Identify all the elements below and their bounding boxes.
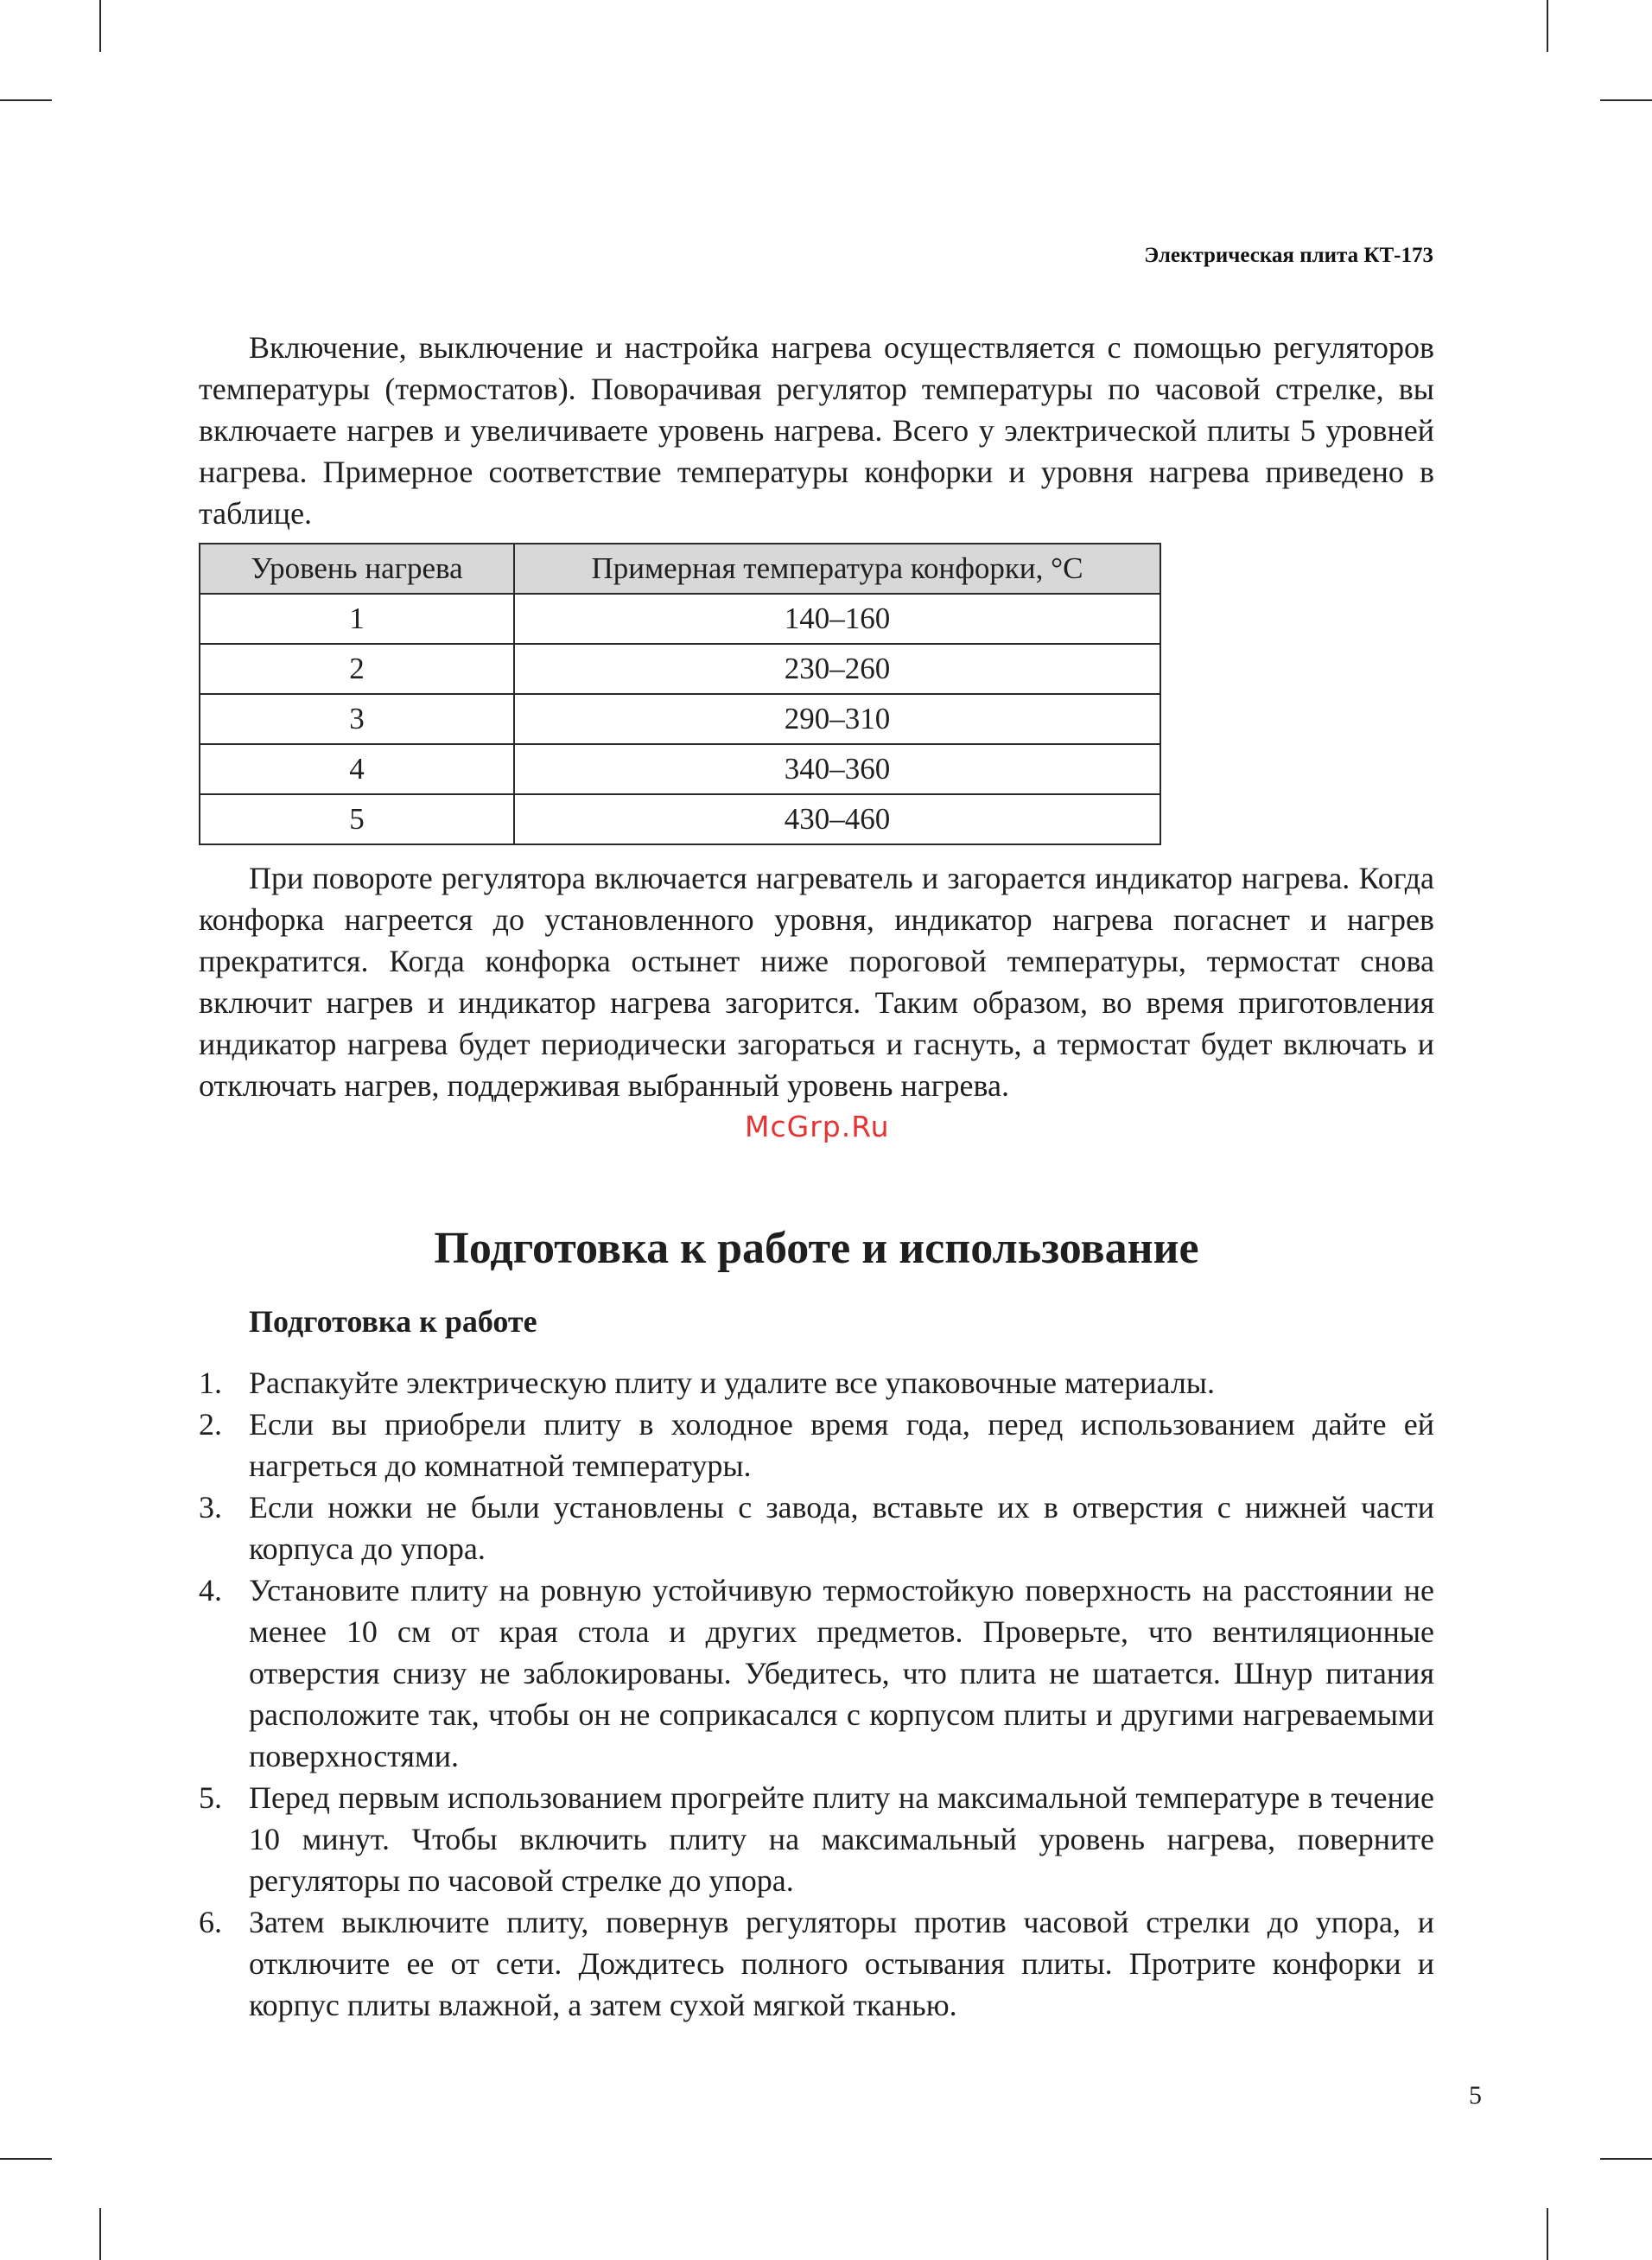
thermostat-paragraph: При повороте регулятора включается нагреватель и загорается индикатор нагрева. Когда конфорка нагреется до установленного уровня, индикатор нагрева погаснет и нагрев прекратится. Когда конфорка остынет ниже пороговой температуры, термостат снова включит нагрев и индикатор нагрева загорится. Таким образом, во время приготовления индикатор нагрева будет периодически загораться и гаснуть, а термостат будет включать и отключать нагрев, поддерживая выбранный уровень нагрева.	[199, 861, 1434, 1103]
step-text: Если вы приобрели плиту в холодное время года, перед использованием дайте ей нагреться до комнатной температуры.	[249, 1407, 1434, 1483]
subsection-title: Подготовка к работе	[249, 1304, 537, 1339]
body-content	[199, 327, 1434, 1106]
crop-mark	[99, 0, 101, 52]
step-number: 5.	[199, 1780, 222, 1815]
step-text: Затем выключите плиту, повернув регуляторы против часовой стрелки до упора, и отключите ее от сети. Дождитесь полного остывания плиты. Протрите конфорки и корпус плиты влажной, а затем сухой мягкой тканью.	[249, 1905, 1434, 2022]
cell-level: 2	[200, 644, 514, 694]
step-text: Установите плиту на ровную устойчивую термостойкую поверхность на расстоянии не менее 10 см от края стола и других предметов. Проверьте, что вентиляционные отверстия снизу не заблокированы. Убедитесь, что плита не шатается. Шнур питания расположите так, чтобы он не соприкасался с корпусом плиты и другими нагреваемыми поверхностями.	[249, 1573, 1434, 1773]
list-item	[199, 1901, 1434, 2026]
heat-level-table	[199, 543, 1161, 845]
step-number: 1.	[199, 1366, 222, 1400]
step-number: 6.	[199, 1905, 222, 1939]
crop-mark	[1547, 2208, 1548, 2260]
cell-level: 1	[200, 594, 514, 644]
list-item	[199, 1777, 1434, 1901]
step-number: 3.	[199, 1490, 222, 1525]
cell-level: 5	[200, 794, 514, 844]
step-number: 2.	[199, 1407, 222, 1442]
cell-temperature: 230–260	[514, 644, 1160, 694]
step-number: 4.	[199, 1573, 222, 1607]
crop-mark	[0, 2158, 52, 2160]
cell-level: 3	[200, 694, 514, 744]
table-header-row	[200, 544, 1160, 594]
cell-temperature: 430–460	[514, 794, 1160, 844]
step-text: Если ножки не были установлены с завода, вставьте их в отверстия с нижней части корпуса до упора.	[249, 1490, 1434, 1566]
crop-mark	[1600, 2158, 1652, 2160]
list-item	[199, 1404, 1434, 1487]
intro-paragraph: Включение, выключение и настройка нагрева осуществляется с помощью регуляторов температуры (термостатов). Поворачивая регулятор температуры по часовой стрелке, вы включаете нагрев и увеличиваете уровень нагрева. Всего у электрической плиты 5 уровней нагрева. Примерное соответствие температуры конфорки и уровня нагрева приведено в таблице.	[199, 330, 1434, 531]
table-row	[200, 594, 1160, 644]
cell-temperature: 340–360	[514, 744, 1160, 794]
list-item	[199, 1569, 1434, 1777]
step-text: Перед первым использованием прогрейте плиту на максимальной температуре в течение 10 минут. Чтобы включить плиту на максимальный уровень нагрева, поверните регуляторы по часовой стрелке до упора.	[249, 1780, 1434, 1898]
cell-level: 4	[200, 744, 514, 794]
table-row	[200, 744, 1160, 794]
column-header-level: Уровень нагрева	[200, 544, 514, 594]
crop-mark	[99, 2208, 101, 2260]
list-item	[199, 1487, 1434, 1569]
table-row	[200, 694, 1160, 744]
column-header-temperature: Примерная температура конфорки, °С	[514, 544, 1160, 594]
preparation-steps	[199, 1362, 1434, 2026]
list-item	[199, 1362, 1434, 1404]
page-number: 5	[1469, 2081, 1482, 2110]
section-title: Подготовка к работе и использование	[434, 1224, 1199, 1273]
table-row	[200, 644, 1160, 694]
crop-mark	[1547, 0, 1548, 52]
cell-temperature: 290–310	[514, 694, 1160, 744]
step-text: Распакуйте электрическую плиту и удалите все упаковочные материалы.	[249, 1366, 1215, 1400]
table-row	[200, 794, 1160, 844]
running-header: Электрическая плита КТ-173	[1144, 244, 1433, 267]
watermark: McGrp.Ru	[745, 1110, 890, 1143]
crop-mark	[0, 99, 52, 101]
crop-mark	[1600, 99, 1652, 101]
cell-temperature: 140–160	[514, 594, 1160, 644]
